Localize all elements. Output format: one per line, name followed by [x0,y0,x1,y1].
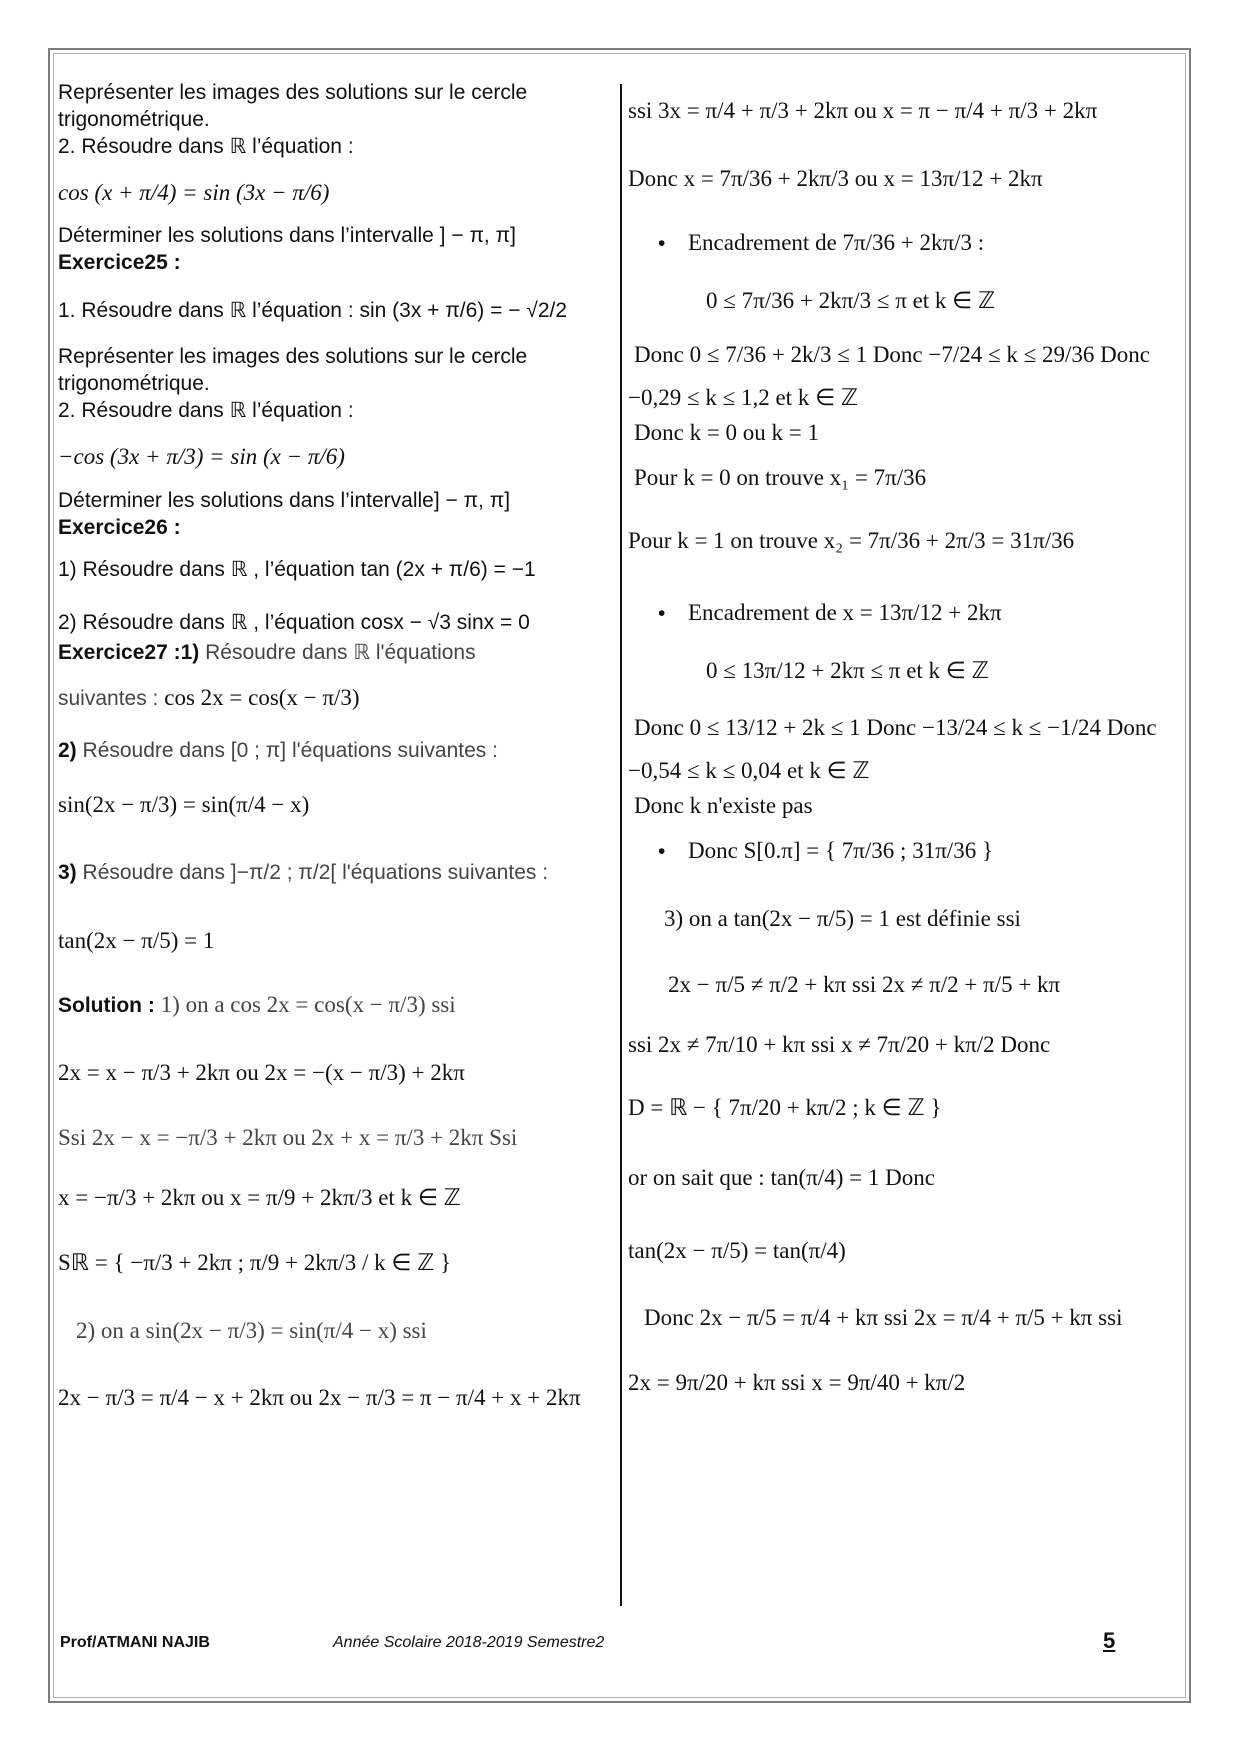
footer-author: Prof/ATMANI NAJIB [60,1634,210,1651]
exercise-title: Exercice26 : [58,516,181,539]
equation: sin(2x − π/3) = sin(π/4 − x) [58,792,310,817]
question: 2) Résoudre dans ℝ , l’équation cosx − √3 sinx = 0 [58,611,530,634]
text-line: Déterminer les solutions dans l’intervalle] − π, π] [58,489,511,512]
solution-line: 2x − π/5 ≠ π/2 + kπ ssi 2x ≠ π/2 + π/5 + kπ [668,972,1061,997]
domain-set: D = ℝ − { 7π/20 + kπ/2 ; k ∈ ℤ } [628,1095,942,1120]
solution-line: Donc 0 ≤ 7/36 + 2k/3 ≤ 1 Donc −7/24 ≤ k ≤ 29/36 Donc [634,342,1150,367]
equation: cos (x + π/4) = sin (3x − π/6) [58,180,330,205]
solution-line: Ssi 2x − x = −π/3 + 2kπ ou 2x + x = π/3 + 2kπ Ssi [58,1125,518,1150]
solution-line: 0 ≤ 13π/12 + 2kπ ≤ π et k ∈ ℤ [706,658,989,683]
question: 3) Résoudre dans ]−π/2 ; π/2[ l'équations suivantes : [58,861,549,884]
question: 2) Résoudre dans [0 ; π] l'équations suivantes : [58,739,498,762]
solution-line: 2x − π/3 = π/4 − x + 2kπ ou 2x − π/3 = π − π/4 + x + 2kπ [58,1385,581,1410]
text-line: 2. Résoudre dans ℝ l’équation : [58,135,354,158]
solution-line: tan(2x − π/5) = tan(π/4) [628,1238,846,1263]
solution-line: or on sait que : tan(π/4) = 1 Donc [628,1165,935,1190]
solution-line: ssi 3x = π/4 + π/3 + 2kπ ou x = π − π/4 + π/3 + 2kπ [628,98,1098,123]
solution-line: Donc 0 ≤ 13/12 + 2k ≤ 1 Donc −13/24 ≤ k ≤ −1/24 Donc [634,715,1157,740]
question: 1. Résoudre dans ℝ l’équation : sin (3x + π/6) = − √2/2 [58,299,568,322]
solution-line: ssi 2x ≠ 7π/10 + kπ ssi x ≠ 7π/20 + kπ/2 Donc [628,1032,1051,1057]
text-line: trigonométrique. [58,108,210,131]
equation: −cos (3x + π/3) = sin (x − π/6) [58,444,345,469]
column-divider [620,84,622,1606]
bullet-line: • Encadrement de 7π/36 + 2kπ/3 : [658,230,985,255]
text-line: Représenter les images des solutions sur le cercle [58,81,528,104]
solution-line: Pour k = 0 on trouve x₁ = 7π/36 [634,465,927,490]
solution-line: 2x = x − π/3 + 2kπ ou 2x = −(x − π/3) + 2kπ [58,1060,465,1085]
solution-line: 2) on a sin(2x − π/3) = sin(π/4 − x) ssi [76,1318,427,1343]
text-line: Représenter les images des solutions sur le cercle [58,345,528,368]
solution-line: −0,29 ≤ k ≤ 1,2 et k ∈ ℤ [628,385,858,410]
footer-school-year: Année Scolaire 2018-2019 Semestre2 [333,1634,605,1651]
exercise-title: Exercice25 : [58,251,181,274]
solution-set: Sℝ = { −π/3 + 2kπ ; π/9 + 2kπ/3 / k ∈ ℤ } [58,1250,452,1275]
solution-line: 0 ≤ 7π/36 + 2kπ/3 ≤ π et k ∈ ℤ [706,288,996,313]
solution-line: 2x = 9π/20 + kπ ssi x = 9π/40 + kπ/2 [628,1370,966,1395]
solution-line: 3) on a tan(2x − π/5) = 1 est définie ssi [664,906,1021,931]
solution-line: Solution : 1) on a cos 2x = cos(x − π/3) ssi [58,992,456,1017]
bullet-line: • Encadrement de x = 13π/12 + 2kπ [658,600,1002,625]
equation: tan(2x − π/5) = 1 [58,928,215,953]
solution-line: Donc x = 7π/36 + 2kπ/3 ou x = 13π/12 + 2kπ [628,166,1043,191]
question: suivantes : cos 2x = cos(x − π/3) [58,685,360,710]
solution-line: x = −π/3 + 2kπ ou x = π/9 + 2kπ/3 et k ∈ ℤ [58,1185,461,1210]
text-line: Déterminer les solutions dans l’intervalle ] − π, π] [58,224,516,247]
bullet-line: • Donc S[0.π] = { 7π/36 ; 31π/36 } [658,838,993,863]
text-line: trigonométrique. [58,372,210,395]
solution-line: Donc k n'existe pas [634,793,813,818]
solution-line: Donc k = 0 ou k = 1 [634,420,820,445]
page-number: 5 [1103,1628,1116,1653]
solution-line: Pour k = 1 on trouve x₂ = 7π/36 + 2π/3 = 31π/36 [628,528,1075,553]
exercise-title: Exercice27 :1) Résoudre dans ℝ l'équations [58,641,476,664]
text-line: 2. Résoudre dans ℝ l’équation : [58,399,354,422]
solution-line: −0,54 ≤ k ≤ 0,04 et k ∈ ℤ [628,758,870,783]
question: 1) Résoudre dans ℝ , l’équation tan (2x + π/6) = −1 [58,558,536,581]
solution-line: Donc 2x − π/5 = π/4 + kπ ssi 2x = π/4 + π/5 + kπ ssi [644,1305,1123,1330]
